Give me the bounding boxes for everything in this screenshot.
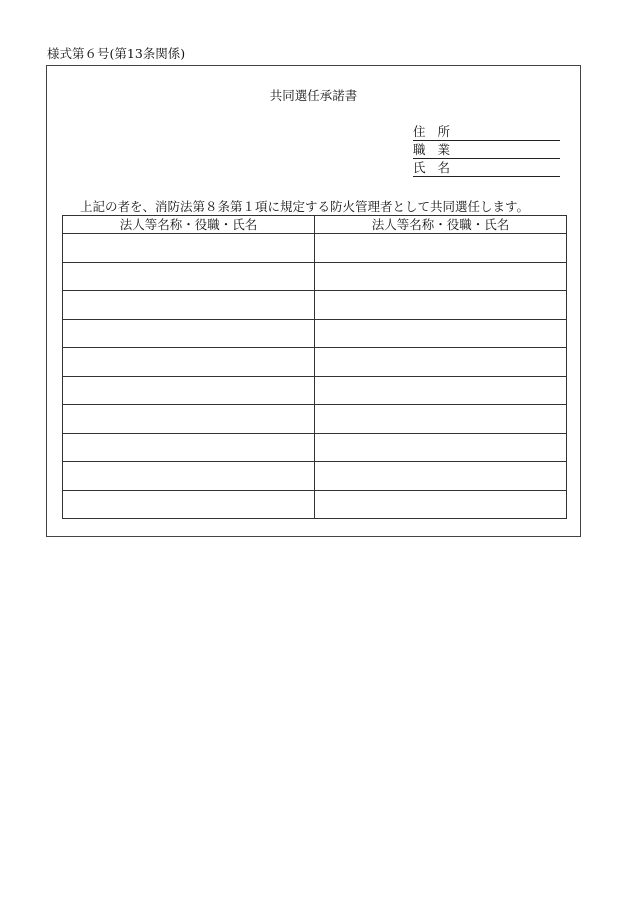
signatory-table — [62, 215, 567, 519]
table-cell-right[interactable] — [315, 376, 567, 405]
table-cell-left[interactable] — [63, 348, 315, 377]
table-row — [63, 462, 567, 491]
table-cell-left[interactable] — [63, 462, 315, 491]
table-cell-left[interactable] — [63, 262, 315, 291]
table-cell-left[interactable] — [63, 234, 315, 263]
table-cell-right[interactable] — [315, 319, 567, 348]
table-row — [63, 234, 567, 263]
table-cell-right[interactable] — [315, 262, 567, 291]
table-cell-right[interactable] — [315, 433, 567, 462]
table-cell-left[interactable] — [63, 319, 315, 348]
table-cell-left[interactable] — [63, 490, 315, 519]
document-title: 共同選任承諾書 — [269, 88, 358, 103]
table-header-row — [63, 216, 567, 234]
table-row — [63, 405, 567, 434]
table-cell-right[interactable] — [315, 462, 567, 491]
name-label: 氏名 — [413, 160, 463, 175]
table-header-left: 法人等名称・役職・氏名 — [63, 216, 315, 234]
table-cell-left[interactable] — [63, 405, 315, 434]
table-cell-right[interactable] — [315, 291, 567, 320]
table-cell-left[interactable] — [63, 433, 315, 462]
name-field[interactable] — [413, 159, 560, 177]
signatory-table-body — [63, 234, 567, 519]
table-row — [63, 348, 567, 377]
table-cell-right[interactable] — [315, 234, 567, 263]
form-number: 様式第６号(第13条関係) — [47, 46, 186, 61]
occupation-field[interactable] — [413, 141, 560, 159]
table-cell-right[interactable] — [315, 490, 567, 519]
address-label: 住所 — [413, 124, 463, 139]
table-row — [63, 319, 567, 348]
table-row — [63, 376, 567, 405]
table-cell-left[interactable] — [63, 291, 315, 320]
table-row — [63, 291, 567, 320]
appointment-statement: 上記の者を、消防法第８条第１項に規定する防火管理者として共同選任します。 — [80, 199, 530, 214]
table-cell-right[interactable] — [315, 348, 567, 377]
table-row — [63, 490, 567, 519]
form-frame — [46, 65, 581, 537]
table-cell-left[interactable] — [63, 376, 315, 405]
table-header-right: 法人等名称・役職・氏名 — [315, 216, 567, 234]
occupation-label: 職業 — [413, 142, 463, 157]
table-cell-right[interactable] — [315, 405, 567, 434]
applicant-fields — [413, 123, 560, 177]
address-field[interactable] — [413, 123, 560, 141]
table-row — [63, 262, 567, 291]
table-row — [63, 433, 567, 462]
